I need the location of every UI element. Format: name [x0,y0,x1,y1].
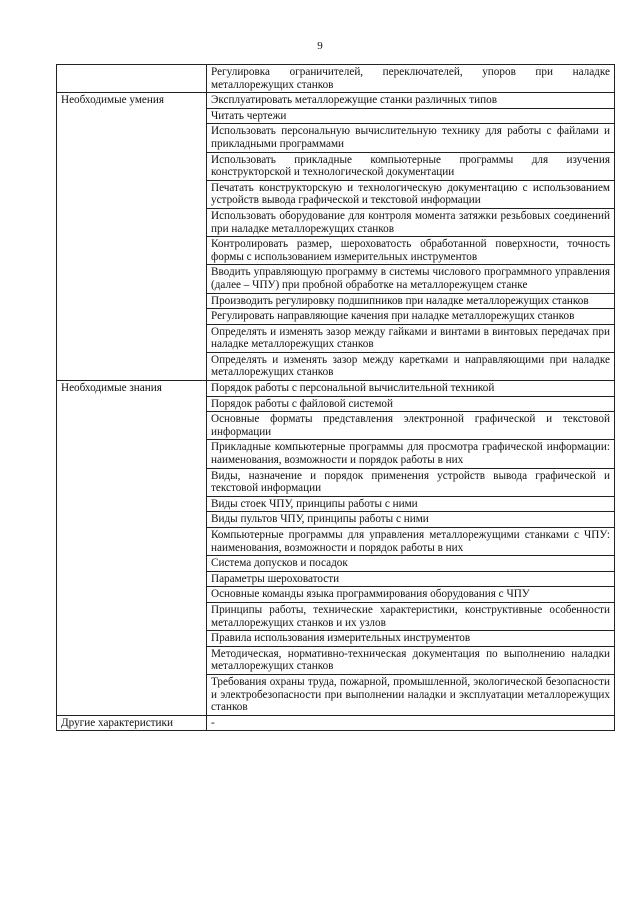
requirement-item: Определять и изменять зазор между гайками и винтами в винтовых передачах при наладке металлорежущих станков [207,324,615,352]
requirement-item: Определять и изменять зазор между каретками и направляющими при наладке металлорежущих станков [207,352,615,380]
section-label: Необходимые умения [57,93,207,381]
requirement-item: Компьютерные программы для управления металлорежущими станками с ЧПУ: наименования, возможности и порядок работы в них [207,528,615,556]
requirement-item: Прикладные компьютерные программы для просмотра графической информации: наименования, возможности и порядок работы в них [207,440,615,468]
table-row [57,65,615,93]
requirement-item: Вводить управляющую программу в системы числового программного управления (далее – ЧПУ) при пробной обработке на металлорежущем станке [207,265,615,293]
requirement-item: Использовать прикладные компьютерные программы для изучения конструкторской и технологической документации [207,152,615,180]
section-label: Необходимые знания [57,381,207,716]
requirement-item: Виды пультов ЧПУ, принципы работы с ними [207,512,615,528]
requirement-item: Виды стоек ЧПУ, принципы работы с ними [207,496,615,512]
requirement-item: Виды, назначение и порядок применения устройств вывода графической и текстовой информации [207,468,615,496]
requirement-item: Порядок работы с файловой системой [207,396,615,412]
requirement-item: Параметры шероховатости [207,571,615,587]
requirement-item: Принципы работы, технические характеристики, конструктивные особенности металлорежущих станков и их узлов [207,602,615,630]
requirement-item: Методическая, нормативно-техническая документация по выполнению наладки металлорежущих станков [207,646,615,674]
requirement-item: Использовать оборудование для контроля момента затяжки резьбовых соединений при наладке металлорежущих станков [207,208,615,236]
requirement-item: Печатать конструкторскую и технологическую документацию с использованием устройств вывода графической и текстовой информации [207,180,615,208]
requirement-item: Порядок работы с персональной вычислительной техникой [207,381,615,397]
requirement-item: Требования охраны труда, пожарной, промышленной, экологической безопасности и электробезопасности при выполнении наладки и эксплуатации металлорежущих станков [207,674,615,715]
requirement-item: - [207,715,615,731]
table-row [57,93,615,109]
requirement-item: Основные форматы представления электронной графической и текстовой информации [207,412,615,440]
requirement-item: Система допусков и посадок [207,556,615,572]
requirement-item: Использовать персональную вычислительную технику для работы с файлами и прикладными программами [207,124,615,152]
requirement-item: Производить регулировку подшипников при наладке металлорежущих станков [207,293,615,309]
requirement-item: Эксплуатировать металлорежущие станки различных типов [207,93,615,109]
page-number: 9 [317,40,323,52]
requirement-item: Основные команды языка программирования оборудования с ЧПУ [207,587,615,603]
requirement-item: Регулировка ограничителей, переключателей, упоров при наладке металлорежущих станков [207,65,615,93]
requirements-table [56,64,615,731]
requirement-item: Правила использования измерительных инструментов [207,631,615,647]
section-label [57,65,207,93]
section-label: Другие характеристики [57,715,207,731]
table-row [57,381,615,397]
table-row [57,715,615,731]
requirements-table-body [57,65,615,731]
requirement-item: Контролировать размер, шероховатость обработанной поверхности, точность формы с использованием измерительных инструментов [207,237,615,265]
requirement-item: Читать чертежи [207,108,615,124]
requirement-item: Регулировать направляющие качения при наладке металлорежущих станков [207,309,615,325]
